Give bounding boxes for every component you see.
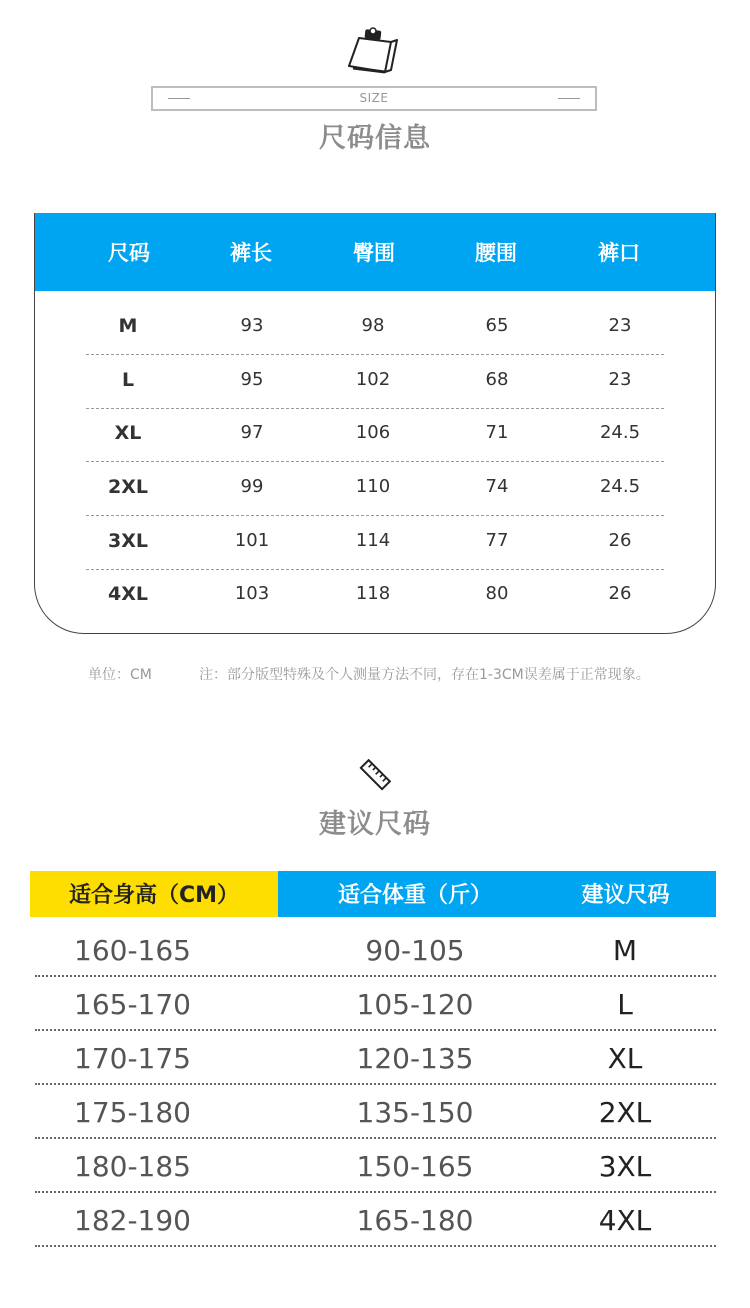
length-cell: 101 [234,530,270,551]
hem-cell: 24.5 [599,476,641,497]
table-row [35,462,716,516]
suggested-size-cell: M [612,934,638,967]
row-divider [35,1245,716,1247]
waist-cell: 71 [485,422,509,443]
table-row [0,1031,750,1085]
table-row [35,408,716,462]
length-cell: 99 [240,476,264,497]
hem-cell: 23 [608,369,632,390]
waist-cell: 65 [485,315,509,336]
height-cell: 175-180 [74,1096,191,1129]
hip-cell: 106 [355,422,391,443]
table-row [0,923,750,977]
hem-cell: 23 [608,315,632,336]
weight-cell: 165-180 [356,1204,474,1237]
suggested-size-cell: L [617,988,633,1021]
clipboard-icon [345,26,399,78]
hip-cell: 114 [355,530,391,551]
table-row [0,1085,750,1139]
table-row [35,301,716,355]
size-col-waist: 腰围 [475,241,517,265]
size-col-hem: 裤口 [598,241,640,265]
size-cell: L [121,369,135,391]
size-cell: 3XL [108,530,148,552]
size-table [34,213,716,634]
col-suggested-size: 建议尺码 [581,883,670,908]
size-col-length: 裤长 [230,241,272,265]
suggested-size-cell: 2XL [598,1096,652,1129]
waist-cell: 80 [485,583,509,604]
length-cell: 97 [240,422,264,443]
unit-note: 单位：CM [88,667,152,683]
size-info-title: 尺码信息 [319,123,431,154]
size-col-hip: 臀围 [353,241,395,265]
size-cell: 2XL [108,476,148,498]
weight-cell: 105-120 [356,988,474,1021]
recommend-title: 建议尺码 [319,809,431,840]
waist-cell: 74 [485,476,509,497]
table-row [0,1193,750,1247]
table-row [0,977,750,1031]
hem-cell: 24.5 [599,422,641,443]
hip-cell: 110 [355,476,391,497]
hip-cell: 102 [355,369,391,390]
suggested-size-cell: XL [607,1042,643,1075]
col-weight: 适合体重（斤） [337,883,492,908]
waist-cell: 68 [485,369,509,390]
suggested-size-cell: 4XL [598,1204,652,1237]
weight-cell: 150-165 [356,1150,474,1183]
hem-cell: 26 [608,530,632,551]
table-row [35,516,716,570]
height-cell: 180-185 [74,1150,191,1183]
weight-cell: 120-135 [356,1042,474,1075]
size-cell: M [118,315,138,337]
size-label: SIZE [359,91,389,105]
waist-cell: 77 [485,530,509,551]
hip-cell: 98 [361,315,385,336]
size-cell: 4XL [108,583,148,605]
size-banner [151,86,597,111]
size-table-header [34,213,716,291]
hem-cell: 26 [608,583,632,604]
table-row [35,355,716,409]
hip-cell: 118 [355,583,391,604]
table-row [35,569,716,623]
table-row [0,1139,750,1193]
weight-cell: 135-150 [356,1096,474,1129]
length-cell: 93 [240,315,264,336]
height-cell: 170-175 [74,1042,191,1075]
size-col-size: 尺码 [108,241,150,265]
ruler-icon [357,757,393,793]
measurement-note: 注：部分版型特殊及个人测量方法不同，存在1-3CM误差属于正常现象。 [199,667,650,683]
height-cell: 182-190 [74,1204,191,1237]
height-cell: 165-170 [74,988,191,1021]
length-cell: 103 [234,583,270,604]
col-height: 适合身高（CM） [68,883,240,908]
length-cell: 95 [240,369,264,390]
suggested-size-cell: 3XL [598,1150,652,1183]
size-cell: XL [114,422,142,444]
banner-dash-right [558,98,580,99]
height-cell: 160-165 [74,934,191,967]
weight-cell: 90-105 [365,934,465,967]
